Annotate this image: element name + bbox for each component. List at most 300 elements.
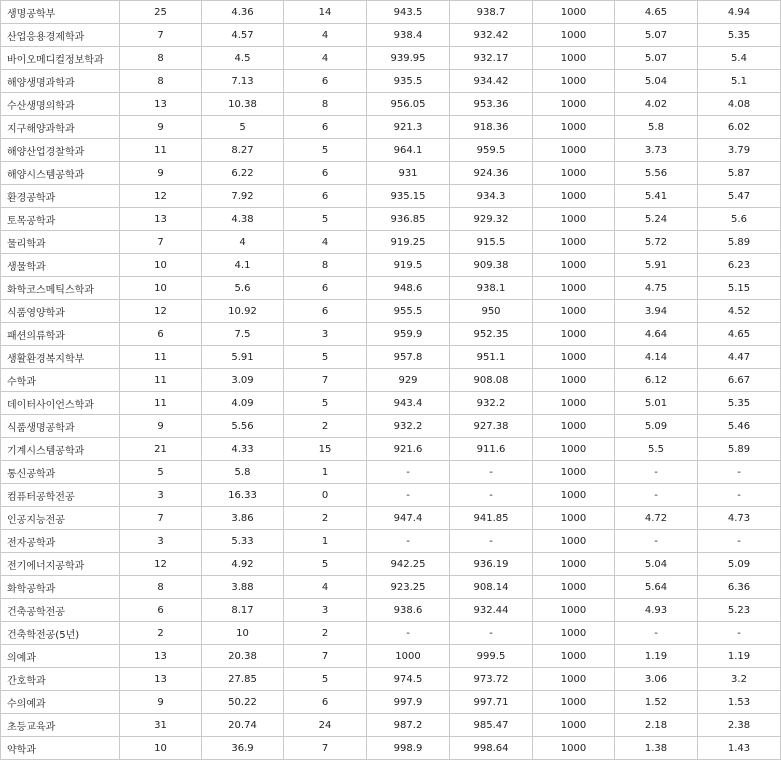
converted-score-avg-cell: 909.38 — [450, 254, 533, 277]
grade-avg-cell: 6.67 — [698, 369, 781, 392]
rank-cell: 6 — [284, 277, 367, 300]
competition-rate-cell: 10.38 — [202, 93, 284, 116]
department-cell: 화학코스메틱스학과 — [1, 277, 120, 300]
rank-cell: 1 — [284, 530, 367, 553]
quota-cell: 9 — [120, 116, 202, 139]
quota-cell: 11 — [120, 139, 202, 162]
grade-avg-cell: - — [698, 622, 781, 645]
grade-avg-cell: 6.23 — [698, 254, 781, 277]
converted-score-top-cell: 948.6 — [367, 277, 450, 300]
competition-rate-cell: 3.09 — [202, 369, 284, 392]
converted-score-top-cell: - — [367, 484, 450, 507]
converted-score-top-cell: 959.9 — [367, 323, 450, 346]
grade-top-cell: 5.04 — [615, 553, 698, 576]
grade-avg-cell: 5.23 — [698, 599, 781, 622]
competition-rate-cell: 6.22 — [202, 162, 284, 185]
table-row — [1, 415, 781, 438]
full-score-cell: 1000 — [533, 576, 615, 599]
converted-score-top-cell: 919.25 — [367, 231, 450, 254]
grade-avg-cell: 5.89 — [698, 438, 781, 461]
rank-cell: 6 — [284, 300, 367, 323]
converted-score-top-cell: 1000 — [367, 645, 450, 668]
rank-cell: 6 — [284, 185, 367, 208]
quota-cell: 13 — [120, 668, 202, 691]
department-cell: 해양시스템공학과 — [1, 162, 120, 185]
rank-cell: 5 — [284, 668, 367, 691]
grade-top-cell: 5.24 — [615, 208, 698, 231]
table-row — [1, 70, 781, 93]
competition-rate-cell: 4.92 — [202, 553, 284, 576]
quota-cell: 6 — [120, 323, 202, 346]
converted-score-avg-cell: - — [450, 461, 533, 484]
department-cell: 건축학전공(5년) — [1, 622, 120, 645]
quota-cell: 12 — [120, 300, 202, 323]
converted-score-avg-cell: 915.5 — [450, 231, 533, 254]
table-row — [1, 461, 781, 484]
rank-cell: 5 — [284, 553, 367, 576]
competition-rate-cell: 10 — [202, 622, 284, 645]
quota-cell: 8 — [120, 70, 202, 93]
full-score-cell: 1000 — [533, 24, 615, 47]
grade-avg-cell: 1.53 — [698, 691, 781, 714]
table-row — [1, 346, 781, 369]
table-row — [1, 277, 781, 300]
grade-avg-cell: 4.08 — [698, 93, 781, 116]
quota-cell: 13 — [120, 645, 202, 668]
table-row — [1, 47, 781, 70]
converted-score-top-cell: 935.5 — [367, 70, 450, 93]
rank-cell: 1 — [284, 461, 367, 484]
grade-top-cell: 1.52 — [615, 691, 698, 714]
department-cell: 식품생명공학과 — [1, 415, 120, 438]
table-row — [1, 392, 781, 415]
grade-avg-cell: 1.19 — [698, 645, 781, 668]
converted-score-avg-cell: 950 — [450, 300, 533, 323]
rank-cell: 4 — [284, 576, 367, 599]
rank-cell: 4 — [284, 231, 367, 254]
competition-rate-cell: 10.92 — [202, 300, 284, 323]
grade-avg-cell: 5.87 — [698, 162, 781, 185]
quota-cell: 31 — [120, 714, 202, 737]
converted-score-avg-cell: 959.5 — [450, 139, 533, 162]
table-row — [1, 668, 781, 691]
full-score-cell: 1000 — [533, 737, 615, 760]
converted-score-avg-cell: 936.19 — [450, 553, 533, 576]
rank-cell: 4 — [284, 47, 367, 70]
rank-cell: 5 — [284, 208, 367, 231]
grade-avg-cell: 5.35 — [698, 24, 781, 47]
converted-score-avg-cell: 941.85 — [450, 507, 533, 530]
table-row — [1, 231, 781, 254]
full-score-cell: 1000 — [533, 1, 615, 24]
grade-avg-cell: 6.36 — [698, 576, 781, 599]
quota-cell: 11 — [120, 346, 202, 369]
rank-cell: 3 — [284, 599, 367, 622]
competition-rate-cell: 3.86 — [202, 507, 284, 530]
grade-top-cell: 5.09 — [615, 415, 698, 438]
converted-score-top-cell: 956.05 — [367, 93, 450, 116]
converted-score-top-cell: 938.6 — [367, 599, 450, 622]
competition-rate-cell: 4.57 — [202, 24, 284, 47]
grade-avg-cell: 5.15 — [698, 277, 781, 300]
converted-score-avg-cell: 985.47 — [450, 714, 533, 737]
full-score-cell: 1000 — [533, 185, 615, 208]
competition-rate-cell: 7.13 — [202, 70, 284, 93]
quota-cell: 3 — [120, 530, 202, 553]
rank-cell: 14 — [284, 1, 367, 24]
grade-top-cell: - — [615, 484, 698, 507]
department-cell: 초등교육과 — [1, 714, 120, 737]
grade-avg-cell: 5.4 — [698, 47, 781, 70]
grade-top-cell: 5.01 — [615, 392, 698, 415]
full-score-cell: 1000 — [533, 691, 615, 714]
converted-score-avg-cell: 934.3 — [450, 185, 533, 208]
grade-avg-cell: 4.94 — [698, 1, 781, 24]
department-cell: 수학과 — [1, 369, 120, 392]
rank-cell: 2 — [284, 622, 367, 645]
table-row — [1, 162, 781, 185]
converted-score-avg-cell: 929.32 — [450, 208, 533, 231]
full-score-cell: 1000 — [533, 254, 615, 277]
grade-top-cell: 4.65 — [615, 1, 698, 24]
grade-top-cell: 1.38 — [615, 737, 698, 760]
department-cell: 생물학과 — [1, 254, 120, 277]
grade-top-cell: 4.72 — [615, 507, 698, 530]
table-row — [1, 507, 781, 530]
converted-score-avg-cell: 938.1 — [450, 277, 533, 300]
quota-cell: 21 — [120, 438, 202, 461]
department-cell: 화학공학과 — [1, 576, 120, 599]
full-score-cell: 1000 — [533, 93, 615, 116]
grade-top-cell: 3.73 — [615, 139, 698, 162]
grade-avg-cell: 5.6 — [698, 208, 781, 231]
grade-top-cell: 5.07 — [615, 47, 698, 70]
grade-avg-cell: - — [698, 484, 781, 507]
department-cell: 인공지능전공 — [1, 507, 120, 530]
quota-cell: 2 — [120, 622, 202, 645]
department-cell: 토목공학과 — [1, 208, 120, 231]
quota-cell: 9 — [120, 415, 202, 438]
department-cell: 바이오메디컬정보학과 — [1, 47, 120, 70]
converted-score-top-cell: 942.25 — [367, 553, 450, 576]
full-score-cell: 1000 — [533, 461, 615, 484]
department-cell: 해양생명과학과 — [1, 70, 120, 93]
table-row — [1, 691, 781, 714]
quota-cell: 25 — [120, 1, 202, 24]
department-cell: 지구해양과학과 — [1, 116, 120, 139]
grade-top-cell: 5.8 — [615, 116, 698, 139]
grade-avg-cell: 3.79 — [698, 139, 781, 162]
converted-score-avg-cell: 918.36 — [450, 116, 533, 139]
quota-cell: 9 — [120, 162, 202, 185]
rank-cell: 6 — [284, 116, 367, 139]
competition-rate-cell: 5.91 — [202, 346, 284, 369]
department-cell: 식품영양학과 — [1, 300, 120, 323]
full-score-cell: 1000 — [533, 323, 615, 346]
full-score-cell: 1000 — [533, 392, 615, 415]
full-score-cell: 1000 — [533, 300, 615, 323]
quota-cell: 12 — [120, 553, 202, 576]
grade-avg-cell: 4.65 — [698, 323, 781, 346]
converted-score-top-cell: 939.95 — [367, 47, 450, 70]
department-cell: 건축공학전공 — [1, 599, 120, 622]
converted-score-avg-cell: 951.1 — [450, 346, 533, 369]
converted-score-top-cell: 998.9 — [367, 737, 450, 760]
competition-rate-cell: 8.17 — [202, 599, 284, 622]
quota-cell: 11 — [120, 369, 202, 392]
converted-score-avg-cell: 953.36 — [450, 93, 533, 116]
rank-cell: 3 — [284, 323, 367, 346]
quota-cell: 8 — [120, 47, 202, 70]
grade-avg-cell: 5.35 — [698, 392, 781, 415]
grade-top-cell: - — [615, 461, 698, 484]
grade-avg-cell: 3.2 — [698, 668, 781, 691]
converted-score-avg-cell: 924.36 — [450, 162, 533, 185]
converted-score-top-cell: 932.2 — [367, 415, 450, 438]
full-score-cell: 1000 — [533, 231, 615, 254]
table-row — [1, 576, 781, 599]
converted-score-top-cell: 931 — [367, 162, 450, 185]
full-score-cell: 1000 — [533, 277, 615, 300]
full-score-cell: 1000 — [533, 47, 615, 70]
converted-score-avg-cell: 938.7 — [450, 1, 533, 24]
rank-cell: 2 — [284, 415, 367, 438]
table-row — [1, 645, 781, 668]
competition-rate-cell: 20.74 — [202, 714, 284, 737]
full-score-cell: 1000 — [533, 668, 615, 691]
competition-rate-cell: 20.38 — [202, 645, 284, 668]
rank-cell: 5 — [284, 346, 367, 369]
converted-score-avg-cell: 908.08 — [450, 369, 533, 392]
grade-top-cell: 2.18 — [615, 714, 698, 737]
department-cell: 수산생명의학과 — [1, 93, 120, 116]
table-row — [1, 185, 781, 208]
converted-score-top-cell: 921.3 — [367, 116, 450, 139]
table-row — [1, 369, 781, 392]
converted-score-top-cell: 987.2 — [367, 714, 450, 737]
quota-cell: 10 — [120, 254, 202, 277]
converted-score-top-cell: 943.4 — [367, 392, 450, 415]
competition-rate-cell: 3.88 — [202, 576, 284, 599]
converted-score-avg-cell: 908.14 — [450, 576, 533, 599]
department-cell: 생활환경복지학부 — [1, 346, 120, 369]
grade-top-cell: 5.64 — [615, 576, 698, 599]
converted-score-top-cell: - — [367, 461, 450, 484]
department-cell: 기계시스템공학과 — [1, 438, 120, 461]
table-row — [1, 553, 781, 576]
grade-avg-cell: 6.02 — [698, 116, 781, 139]
table-row — [1, 93, 781, 116]
quota-cell: 7 — [120, 507, 202, 530]
department-cell: 전자공학과 — [1, 530, 120, 553]
rank-cell: 4 — [284, 24, 367, 47]
converted-score-top-cell: 919.5 — [367, 254, 450, 277]
department-cell: 환경공학과 — [1, 185, 120, 208]
grade-avg-cell: 4.47 — [698, 346, 781, 369]
converted-score-top-cell: 997.9 — [367, 691, 450, 714]
rank-cell: 8 — [284, 254, 367, 277]
full-score-cell: 1000 — [533, 162, 615, 185]
full-score-cell: 1000 — [533, 369, 615, 392]
competition-rate-cell: 7.92 — [202, 185, 284, 208]
grade-avg-cell: 5.1 — [698, 70, 781, 93]
converted-score-top-cell: 947.4 — [367, 507, 450, 530]
converted-score-avg-cell: 998.64 — [450, 737, 533, 760]
rank-cell: 6 — [284, 162, 367, 185]
converted-score-top-cell: 955.5 — [367, 300, 450, 323]
table-row — [1, 438, 781, 461]
table-row — [1, 599, 781, 622]
quota-cell: 8 — [120, 576, 202, 599]
converted-score-top-cell: 964.1 — [367, 139, 450, 162]
department-cell: 물리학과 — [1, 231, 120, 254]
rank-cell: 6 — [284, 70, 367, 93]
table-row — [1, 530, 781, 553]
quota-cell: 5 — [120, 461, 202, 484]
grade-top-cell: 5.5 — [615, 438, 698, 461]
table-row — [1, 714, 781, 737]
department-cell: 의예과 — [1, 645, 120, 668]
converted-score-top-cell: 938.4 — [367, 24, 450, 47]
table-row — [1, 622, 781, 645]
department-cell: 전기에너지공학과 — [1, 553, 120, 576]
table-row — [1, 254, 781, 277]
rank-cell: 8 — [284, 93, 367, 116]
competition-rate-cell: 4.1 — [202, 254, 284, 277]
full-score-cell: 1000 — [533, 507, 615, 530]
quota-cell: 12 — [120, 185, 202, 208]
competition-rate-cell: 5 — [202, 116, 284, 139]
grade-top-cell: - — [615, 622, 698, 645]
converted-score-avg-cell: 932.44 — [450, 599, 533, 622]
grade-avg-cell: - — [698, 461, 781, 484]
rank-cell: 7 — [284, 645, 367, 668]
grade-top-cell: 5.04 — [615, 70, 698, 93]
grade-avg-cell: - — [698, 530, 781, 553]
converted-score-avg-cell: - — [450, 530, 533, 553]
converted-score-top-cell: 929 — [367, 369, 450, 392]
quota-cell: 11 — [120, 392, 202, 415]
grade-top-cell: 6.12 — [615, 369, 698, 392]
grade-top-cell: 4.93 — [615, 599, 698, 622]
table-row — [1, 484, 781, 507]
grade-avg-cell: 5.89 — [698, 231, 781, 254]
converted-score-avg-cell: 932.42 — [450, 24, 533, 47]
converted-score-avg-cell: 934.42 — [450, 70, 533, 93]
converted-score-avg-cell: 973.72 — [450, 668, 533, 691]
table-row — [1, 24, 781, 47]
converted-score-avg-cell: - — [450, 484, 533, 507]
converted-score-top-cell: - — [367, 622, 450, 645]
converted-score-top-cell: 974.5 — [367, 668, 450, 691]
grade-top-cell: 5.56 — [615, 162, 698, 185]
grade-avg-cell: 4.73 — [698, 507, 781, 530]
grade-top-cell: 4.14 — [615, 346, 698, 369]
competition-rate-cell: 4.38 — [202, 208, 284, 231]
full-score-cell: 1000 — [533, 553, 615, 576]
converted-score-top-cell: - — [367, 530, 450, 553]
converted-score-avg-cell: 927.38 — [450, 415, 533, 438]
quota-cell: 7 — [120, 231, 202, 254]
rank-cell: 5 — [284, 139, 367, 162]
full-score-cell: 1000 — [533, 484, 615, 507]
grade-top-cell: 5.72 — [615, 231, 698, 254]
department-cell: 통신공학과 — [1, 461, 120, 484]
converted-score-top-cell: 957.8 — [367, 346, 450, 369]
grade-top-cell: 5.41 — [615, 185, 698, 208]
rank-cell: 2 — [284, 507, 367, 530]
quota-cell: 7 — [120, 24, 202, 47]
grade-top-cell: 1.19 — [615, 645, 698, 668]
full-score-cell: 1000 — [533, 415, 615, 438]
table-row — [1, 1, 781, 24]
rank-cell: 15 — [284, 438, 367, 461]
table-row — [1, 323, 781, 346]
converted-score-avg-cell: 911.6 — [450, 438, 533, 461]
full-score-cell: 1000 — [533, 622, 615, 645]
converted-score-top-cell: 943.5 — [367, 1, 450, 24]
rank-cell: 7 — [284, 369, 367, 392]
quota-cell: 10 — [120, 737, 202, 760]
grade-top-cell: 3.94 — [615, 300, 698, 323]
competition-rate-cell: 36.9 — [202, 737, 284, 760]
grade-avg-cell: 4.52 — [698, 300, 781, 323]
full-score-cell: 1000 — [533, 714, 615, 737]
quota-cell: 13 — [120, 93, 202, 116]
grade-top-cell: 5.07 — [615, 24, 698, 47]
department-cell: 데이터사이언스학과 — [1, 392, 120, 415]
quota-cell: 3 — [120, 484, 202, 507]
rank-cell: 7 — [284, 737, 367, 760]
grade-top-cell: 4.02 — [615, 93, 698, 116]
grade-top-cell: 5.91 — [615, 254, 698, 277]
full-score-cell: 1000 — [533, 70, 615, 93]
full-score-cell: 1000 — [533, 438, 615, 461]
competition-rate-cell: 4.5 — [202, 47, 284, 70]
quota-cell: 6 — [120, 599, 202, 622]
table-row — [1, 116, 781, 139]
competition-rate-cell: 7.5 — [202, 323, 284, 346]
full-score-cell: 1000 — [533, 530, 615, 553]
competition-rate-cell: 16.33 — [202, 484, 284, 507]
competition-rate-cell: 4.33 — [202, 438, 284, 461]
grade-top-cell: 4.75 — [615, 277, 698, 300]
department-cell: 간호학과 — [1, 668, 120, 691]
grade-avg-cell: 5.09 — [698, 553, 781, 576]
converted-score-top-cell: 935.15 — [367, 185, 450, 208]
table-row — [1, 737, 781, 760]
table-row — [1, 300, 781, 323]
quota-cell: 13 — [120, 208, 202, 231]
converted-score-top-cell: 921.6 — [367, 438, 450, 461]
converted-score-top-cell: 923.25 — [367, 576, 450, 599]
competition-rate-cell: 5.8 — [202, 461, 284, 484]
grade-top-cell: - — [615, 530, 698, 553]
table-row — [1, 208, 781, 231]
grade-top-cell: 3.06 — [615, 668, 698, 691]
department-cell: 해양산업경찰학과 — [1, 139, 120, 162]
grade-top-cell: 4.64 — [615, 323, 698, 346]
department-cell: 약학과 — [1, 737, 120, 760]
rank-cell: 6 — [284, 691, 367, 714]
converted-score-avg-cell: 952.35 — [450, 323, 533, 346]
full-score-cell: 1000 — [533, 346, 615, 369]
converted-score-avg-cell: 932.17 — [450, 47, 533, 70]
full-score-cell: 1000 — [533, 645, 615, 668]
full-score-cell: 1000 — [533, 139, 615, 162]
rank-cell: 24 — [284, 714, 367, 737]
competition-rate-cell: 50.22 — [202, 691, 284, 714]
